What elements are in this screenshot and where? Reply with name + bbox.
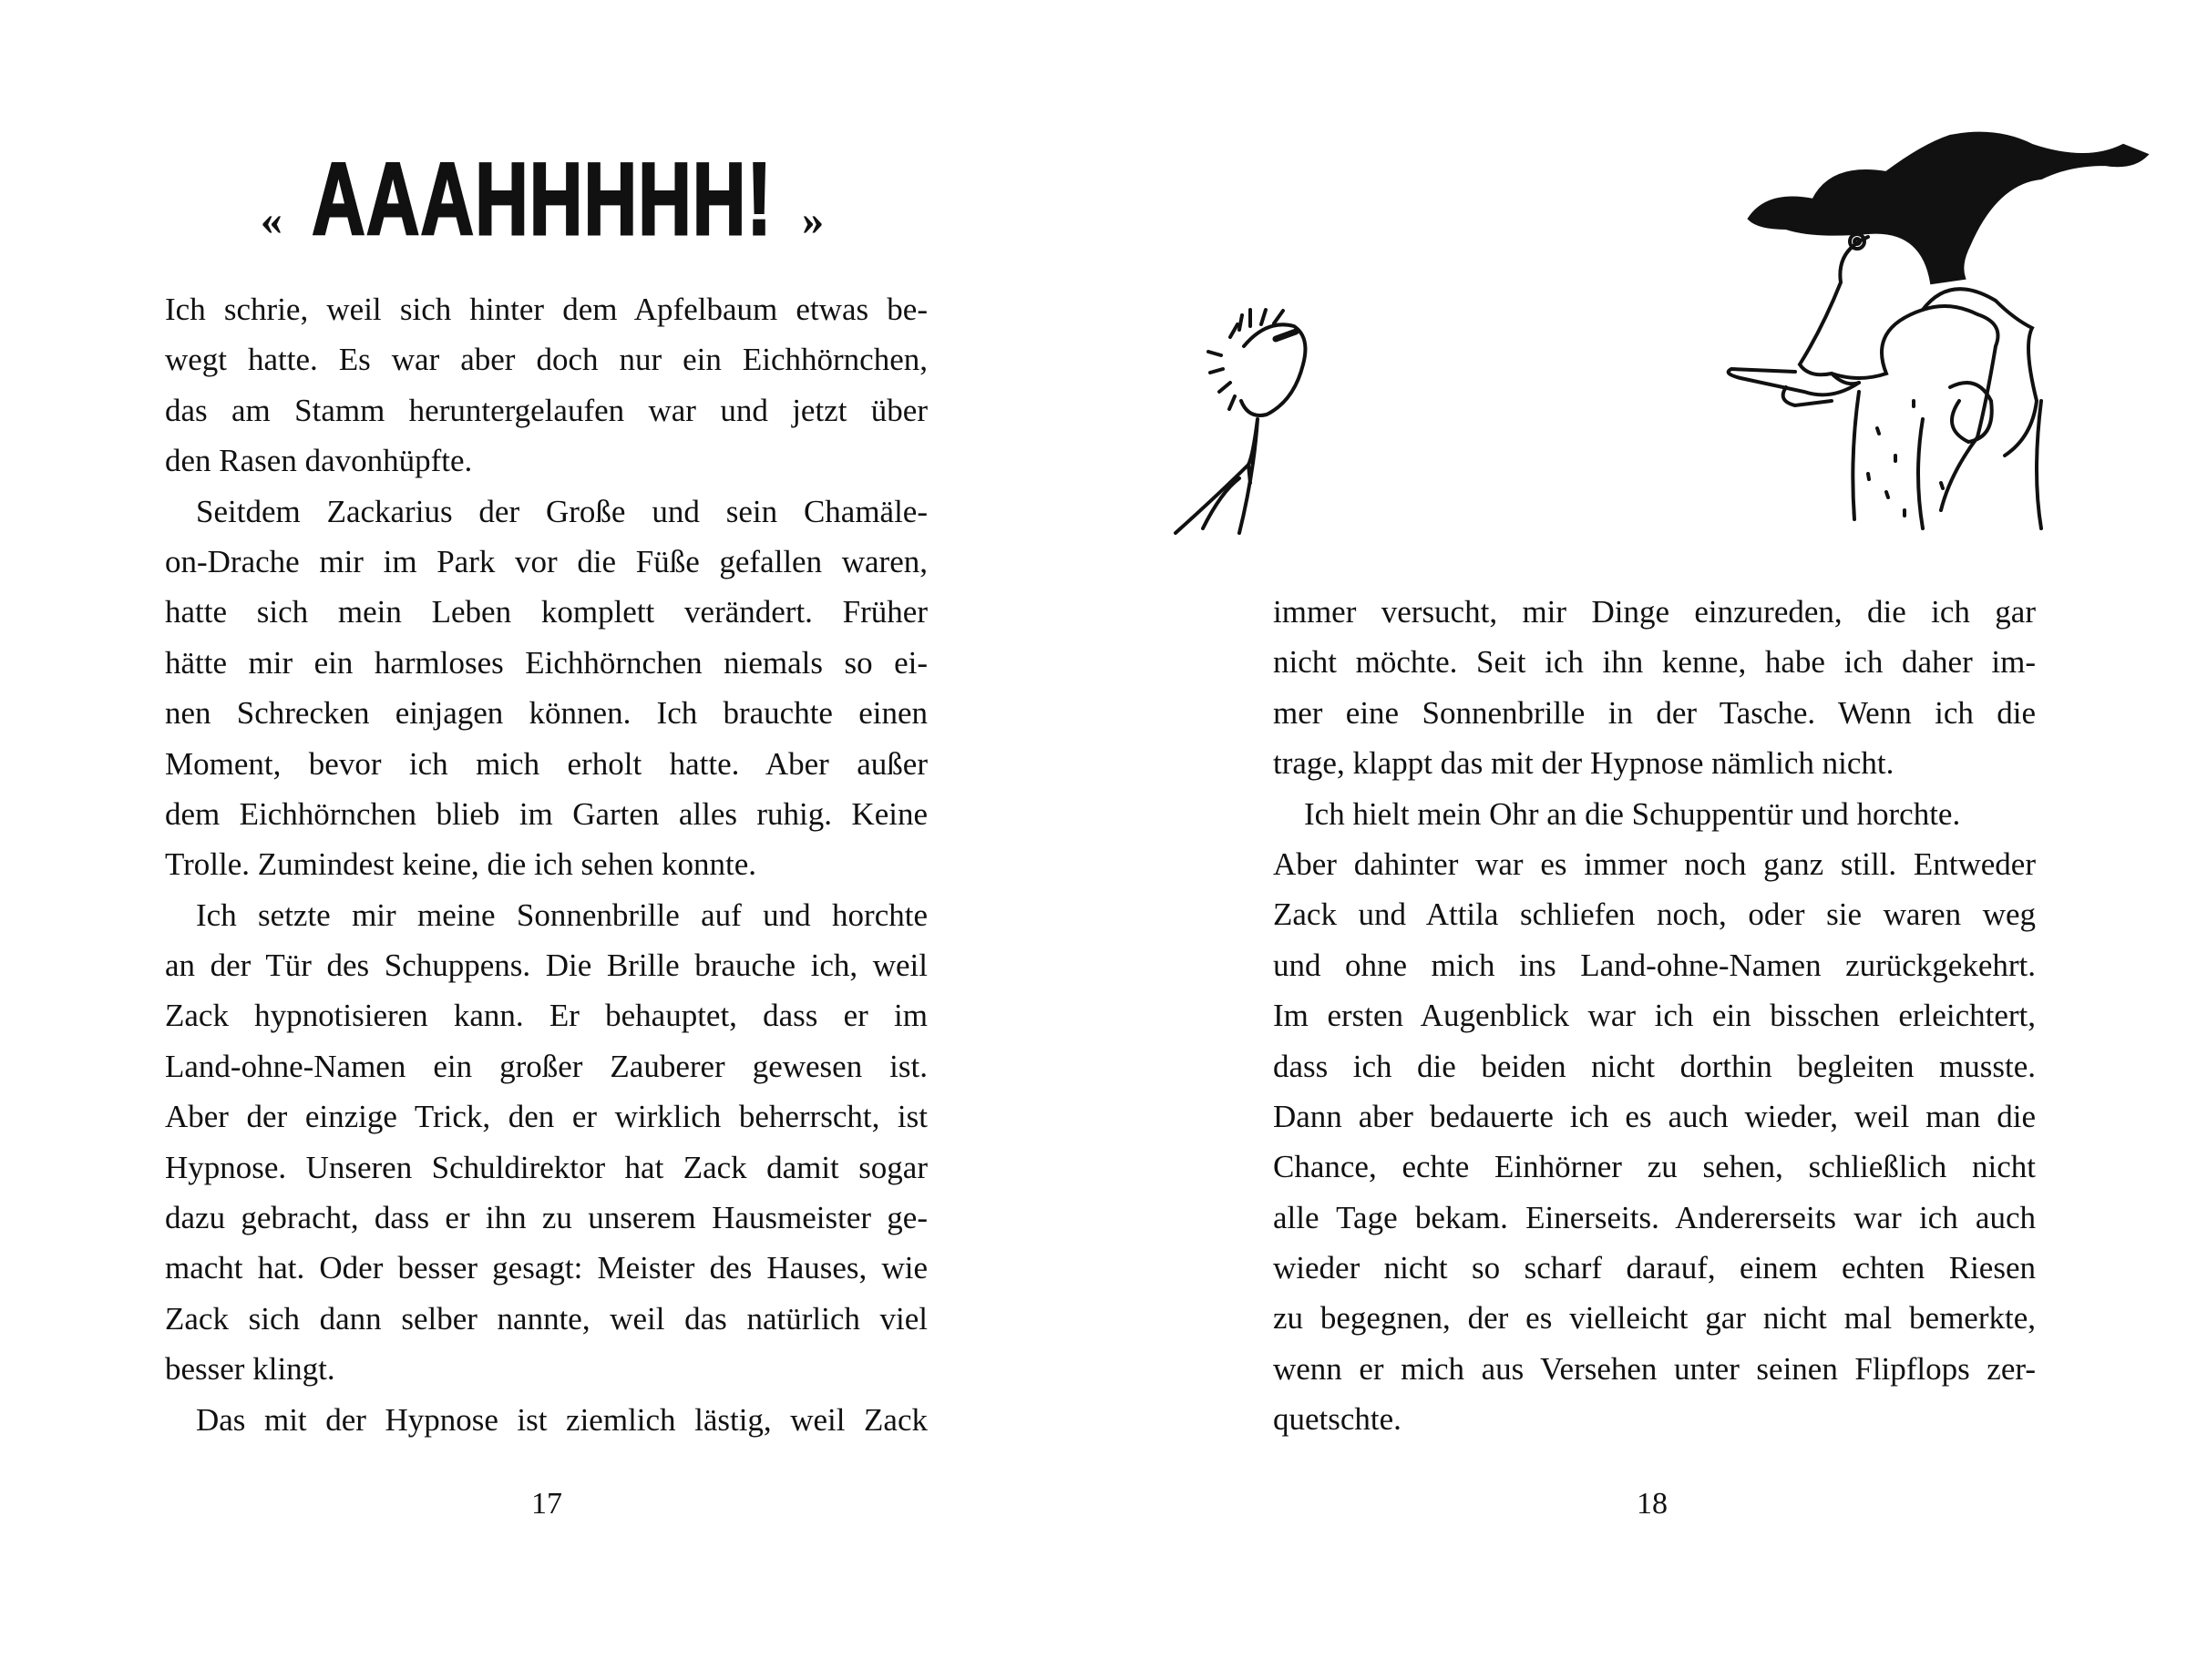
text-line: Ich hielt mein Ohr an die Schuppentür und horchte. — [1304, 795, 1961, 832]
text-line: Aber der einzige Trick, den er wirklich beherrscht, ist — [165, 1099, 928, 1135]
text-line: den Rasen davonhüpfte. — [165, 443, 473, 479]
page-number-17: 17 — [531, 1487, 562, 1521]
text-line: macht hat. Oder besser gesagt: Meister des Hauses, wie — [165, 1250, 928, 1286]
text-line: immer versucht, mir Dinge einzureden, die ich gar — [1273, 594, 2036, 630]
text-line: dass ich die beiden nicht dorthin begleiten musste. — [1273, 1048, 2036, 1084]
text-line: trage, klappt das mit der Hypnose nämlich nicht. — [1273, 745, 1894, 782]
text-line: Hypnose. Unseren Schuldirektor hat Zack damit sogar — [165, 1149, 928, 1185]
text-line: Zack und Attila schliefen noch, oder sie waren weg — [1273, 896, 2036, 933]
text-line: quetschte. — [1273, 1401, 1402, 1438]
page-number-18: 18 — [1637, 1487, 1668, 1521]
text-line: mer eine Sonnenbrille in der Tasche. Wenn ich die — [1273, 694, 2036, 731]
text-line: Land-ohne-Namen ein großer Zauberer gewesen ist. — [165, 1048, 928, 1084]
text-line: Seitdem Zackarius der Große und sein Chamäle- — [196, 493, 928, 529]
text-line: Trolle. Zumindest keine, die ich sehen konnte. — [165, 846, 757, 883]
text-line: Ich schrie, weil sich hinter dem Apfelbaum etwas be- — [165, 292, 928, 327]
text-line: hatte sich mein Leben komplett verändert. Früher — [165, 594, 928, 630]
page-18-text — [1273, 587, 2036, 1445]
text-line: das am Stamm heruntergelaufen war und jetzt über — [165, 392, 928, 428]
close-quote: » — [802, 196, 825, 244]
text-line: dazu gebracht, dass er ihn zu unserem Hausmeister ge- — [165, 1200, 928, 1236]
chapter-headline — [246, 142, 838, 257]
text-line: Aber dahinter war es immer noch ganz still. Entweder — [1273, 845, 2036, 882]
text-line: Moment, bevor ich mich erholt hatte. Aber außer — [165, 745, 928, 782]
text-line: besser klingt. — [165, 1351, 335, 1388]
headline-text: AAAHHHHH! — [312, 142, 773, 257]
text-line: alle Tage bekam. Einerseits. Andererseits war ich auch — [1273, 1199, 2036, 1235]
text-line: dem Eichhörnchen blieb im Garten alles ruhig. Keine — [165, 795, 928, 832]
text-line: Das mit der Hypnose ist ziemlich lästig, weil Zack — [196, 1401, 928, 1438]
text-line: nicht möchte. Seit ich ihn kenne, habe ich daher im- — [1273, 644, 2036, 681]
text-line: Zack hypnotisieren kann. Er behauptet, dass er im — [165, 998, 928, 1034]
text-line: und ohne mich ins Land-ohne-Namen zurückgekehrt. — [1273, 947, 2036, 983]
page-17-text — [165, 284, 928, 1445]
text-line: Dann aber bedauerte ich es auch wieder, weil man die — [1273, 1098, 2036, 1134]
text-line: an der Tür des Schuppens. Die Brille brauche ich, weil — [165, 948, 928, 984]
text-line: Im ersten Augenblick war ich ein bisschen erleichtert, — [1273, 998, 2036, 1034]
text-line: nen Schrecken einjagen können. Ich brauchte einen — [165, 695, 928, 732]
text-line: Zack sich dann selber nannte, weil das natürlich viel — [165, 1300, 928, 1337]
text-line: Chance, echte Einhörner zu sehen, schließlich nicht — [1273, 1149, 2036, 1185]
text-line: wenn er mich aus Versehen unter seinen Flipflops zer- — [1273, 1350, 2036, 1387]
text-line: wegt hatte. Es war aber doch nur ein Eichhörnchen, — [165, 342, 928, 378]
text-line: zu begegnen, der es vielleicht gar nicht mal bemerkte, — [1273, 1300, 2036, 1337]
text-line: wieder nicht so scharf darauf, einem echten Riesen — [1273, 1250, 2036, 1286]
text-line: on-Drache mir im Park vor die Füße gefallen waren, — [165, 543, 928, 579]
text-line: hätte mir ein harmloses Eichhörnchen niemals so ei- — [165, 644, 928, 681]
text-line: Ich setzte mir meine Sonnenbrille auf und horchte — [196, 896, 928, 933]
wizard-pointing-illustration — [1649, 128, 2160, 547]
boy-looking-up-illustration — [1166, 282, 1367, 538]
open-quote: « — [260, 196, 282, 244]
